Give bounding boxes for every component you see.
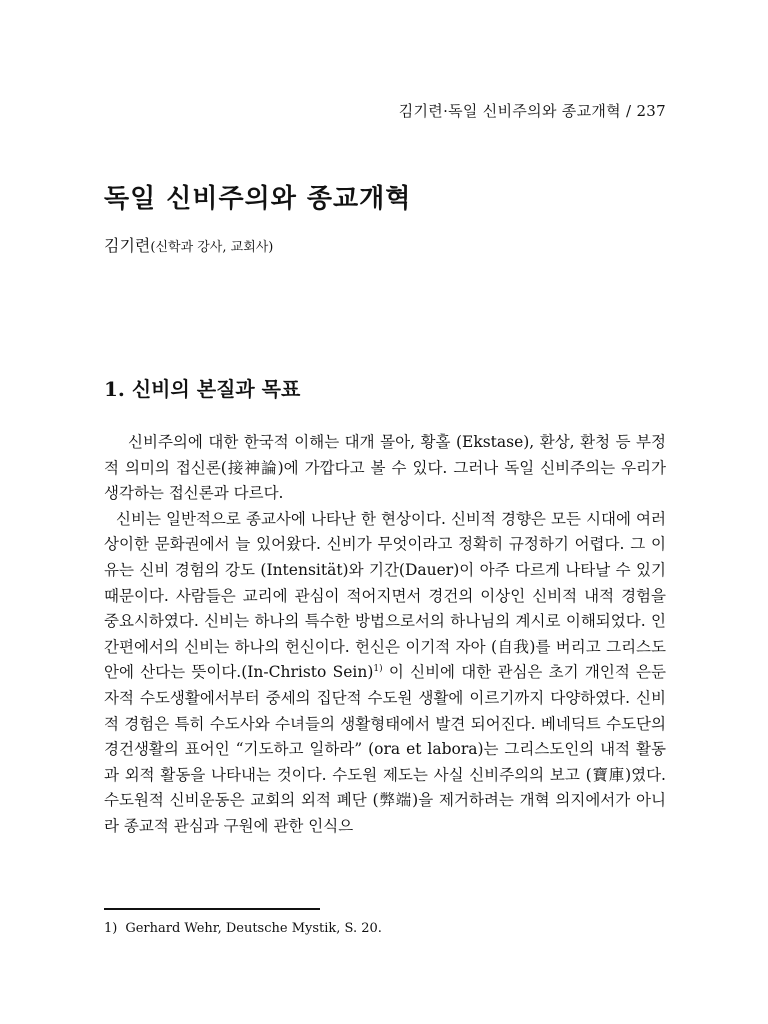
footnote-divider	[104, 908, 320, 910]
author-affiliation: (신학과 강사, 교회사)	[150, 240, 274, 255]
footnote-text: Gerhard Wehr, Deutsche Mystik, S. 20.	[125, 921, 382, 936]
section-heading: 1. 신비의 본질과 목표	[104, 377, 301, 401]
article-title: 독일 신비주의와 종교개혁	[104, 184, 412, 214]
paragraph-1: 신비주의에 대한 한국적 이해는 대개 몰아, 황홀 (Ekstase), 환상, 환청 등 부정적 의미의 접신론(接神論)에 가깝다고 볼 수 있다. 그러나 독일 신비주의는 우리가 생각하는 접신론과 다르다.	[104, 433, 666, 503]
paragraph-2-part-2: 이 신비에 대한 관심은 초기 개인적 은둔자적 수도생활에서부터 중세의 집단적 수도원 생활에 이르기까지 다양하였다. 신비적 경험은 특히 수도사와 수녀들의 생활형태에서 발견 되어진다. 베네딕트 수도단의 경건생활의 표어인 “기도하고 일하라” (ora et labora)는 그리스도인의 내적 활동과 외적 활동을 나타내는 것이다. 수도원 제도는 사실 신비주의의 보고 (寶庫)였다. 수도원적 신비운동은 교회의 외적 폐단 (弊端)을 제거하려는 개혁 의지에서가 아니라 종교적 관심과 구원에 관한 인식으	[104, 663, 666, 835]
footnote-reference: 1)	[373, 664, 383, 675]
author-line	[104, 233, 273, 256]
author-name: 김기련	[104, 236, 151, 255]
paragraph-2-part-1: 신비는 일반적으로 종교사에 나타난 한 현상이다. 신비적 경향은 모든 시대에 여러 상이한 문화권에서 늘 있어왔다. 신비가 무엇이라고 정확히 규정하기 어렵다. 그 이유는 신비 경험의 강도 (Intensität)와 기간(Dauer)이 아주 다르게 나타날 수 있기 때문이다. 사람들은 교리에 관심이 적어지면서 경건의 이상인 신비적 내적 경험을 중요시하였다. 신비는 하나의 특수한 방법으로서의 하나님의 계시로 이해되었다. 인간편에서의 신비는 하나의 헌신이다. 헌신은 이기적 자아 (自我)를 버리고 그리스도 안에 산다는 뜻이다.(In-Christo Sein)	[104, 509, 666, 682]
footnote	[104, 921, 382, 936]
paragraph-2	[104, 507, 666, 840]
footnote-number: 1)	[104, 921, 118, 936]
body-text	[104, 430, 666, 840]
running-header: 김기련·독일 신비주의와 종교개혁 / 237	[398, 102, 666, 120]
